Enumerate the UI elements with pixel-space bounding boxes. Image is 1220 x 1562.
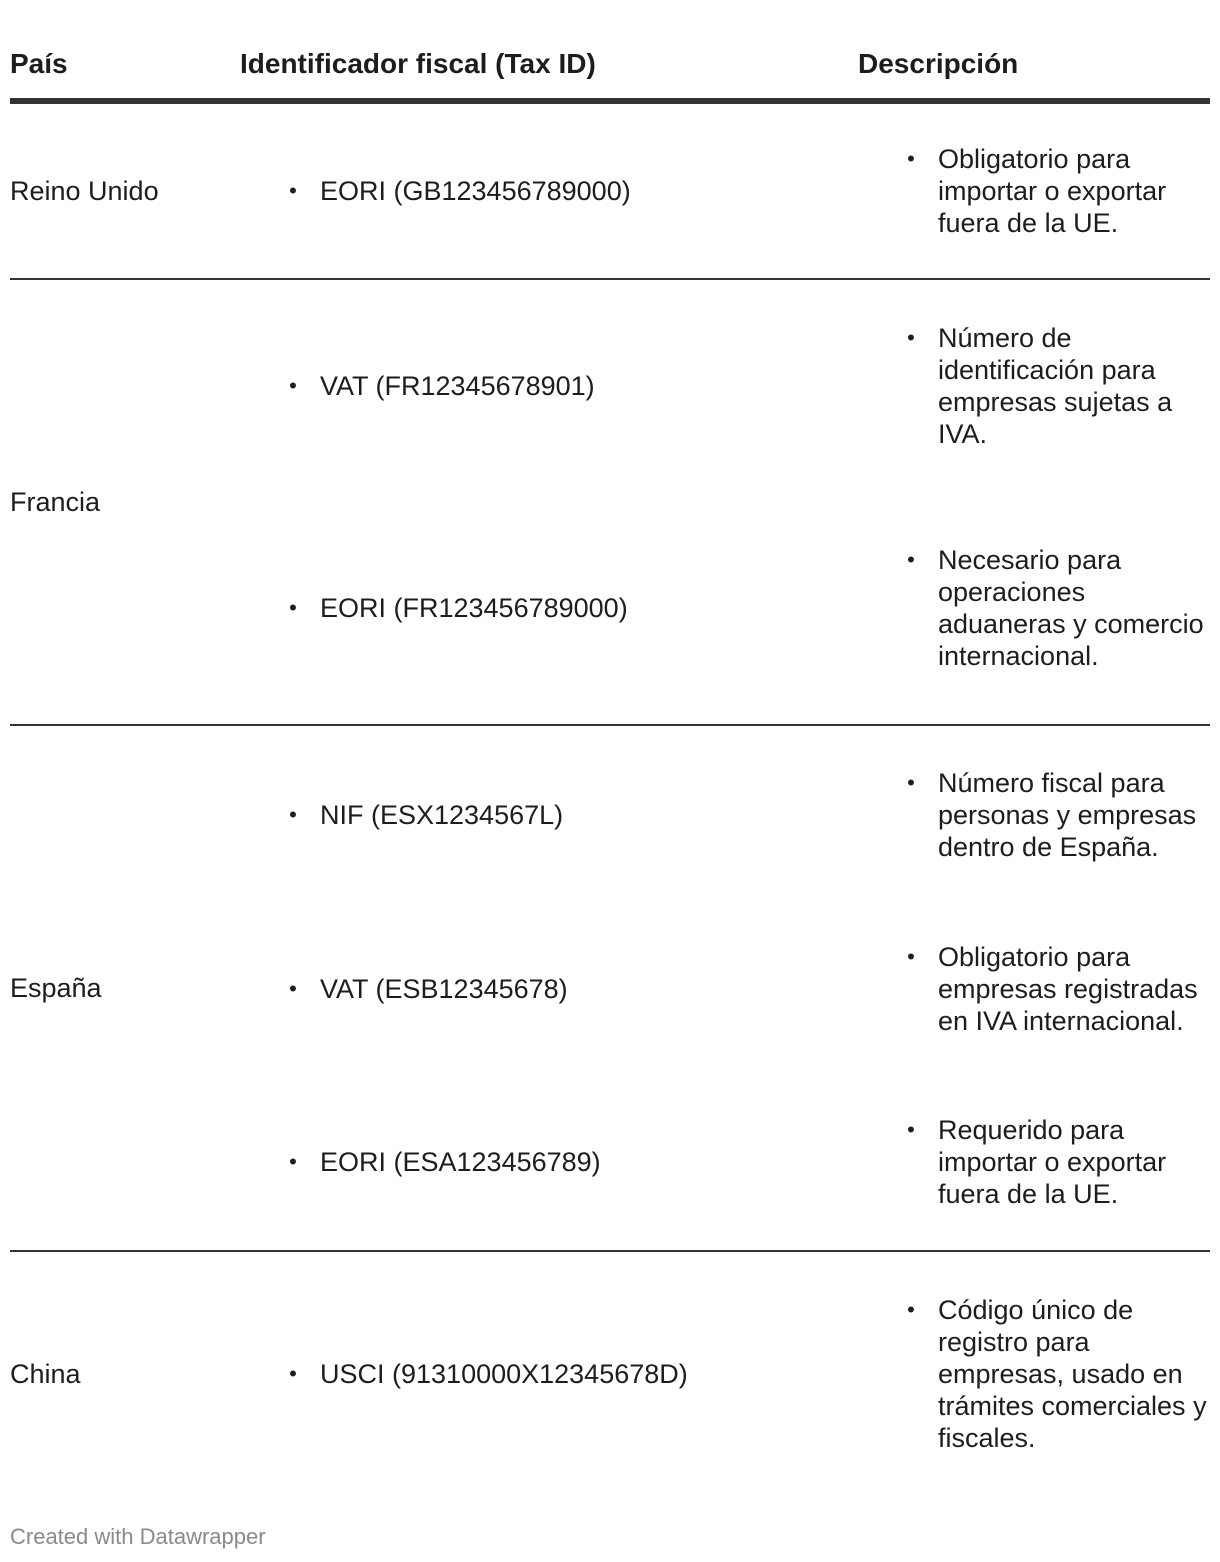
column-header-description: Descripción <box>858 48 1019 79</box>
tax-id-cell <box>290 904 568 1074</box>
bullet-icon: • <box>907 325 915 350</box>
country-name: Reino Unido <box>10 176 159 206</box>
description-text: Obligatorio para empresas registradas en IVA internacional. <box>938 942 1198 1036</box>
bullet-icon: • <box>907 547 915 572</box>
bullet-icon: • <box>289 1361 297 1386</box>
bullet-icon: • <box>289 595 297 620</box>
description-cell <box>908 280 1210 492</box>
bullet-icon: • <box>907 770 915 795</box>
description-text: Código único de registro para empresas, usado en trámites comerciales y fiscales. <box>938 1295 1207 1453</box>
country-group-china <box>10 1252 1210 1496</box>
description-cell <box>908 492 1210 724</box>
tax-id-cell <box>290 1252 688 1496</box>
tax-id-cell <box>290 1074 601 1250</box>
description-cell <box>908 1252 1210 1496</box>
tax-id-value: EORI (FR123456789000) <box>320 593 628 623</box>
description-cell <box>908 904 1210 1074</box>
column-header-country: País <box>10 48 68 79</box>
bullet-icon: • <box>289 1149 297 1174</box>
description-text: Requerido para importar o exportar fuera de la UE. <box>938 1115 1167 1209</box>
bullet-icon: • <box>289 373 297 398</box>
bullet-icon: • <box>907 146 915 171</box>
table-row <box>10 1074 1210 1250</box>
tax-id-value: VAT (FR12345678901) <box>320 371 595 401</box>
tax-id-value: VAT (ESB12345678) <box>320 974 568 1004</box>
table-row <box>10 726 1210 904</box>
table-row <box>10 280 1210 492</box>
table-row <box>10 1252 1210 1496</box>
bullet-icon: • <box>907 944 915 969</box>
bullet-icon: • <box>289 976 297 1001</box>
table-header <box>10 0 1210 104</box>
tax-id-value: NIF (ESX1234567L) <box>320 800 564 830</box>
country-name: China <box>10 1359 81 1389</box>
table-row <box>10 904 1210 1074</box>
description-cell <box>908 726 1210 904</box>
country-group-espana <box>10 726 1210 1252</box>
tax-id-cell <box>290 280 595 492</box>
tax-id-table <box>10 0 1210 1496</box>
country-group-francia <box>10 280 1210 726</box>
description-text: Necesario para operaciones aduaneras y comercio internacional. <box>938 545 1204 671</box>
description-text: Número fiscal para personas y empresas dentro de España. <box>938 768 1197 862</box>
bullet-icon: • <box>907 1117 915 1142</box>
country-name: España <box>10 973 102 1003</box>
description-cell <box>908 1074 1210 1250</box>
tax-id-cell <box>290 726 563 904</box>
datawrapper-credit[interactable]: Created with Datawrapper <box>10 1524 266 1549</box>
table-row <box>10 492 1210 724</box>
tax-id-value: EORI (GB123456789000) <box>320 176 631 206</box>
description-text: Obligatorio para importar o exportar fuera de la UE. <box>938 144 1167 238</box>
bullet-icon: • <box>907 1297 915 1322</box>
tax-id-cell <box>290 104 631 278</box>
column-header-tax-id: Identificador fiscal (Tax ID) <box>240 48 596 79</box>
tax-id-value: EORI (ESA123456789) <box>320 1147 601 1177</box>
country-group-reino-unido <box>10 104 1210 280</box>
table-row <box>10 104 1210 278</box>
tax-id-cell <box>290 492 628 724</box>
tax-id-value: USCI (91310000X12345678D) <box>320 1359 688 1389</box>
country-name: Francia <box>10 487 101 517</box>
description-cell <box>908 104 1210 278</box>
bullet-icon: • <box>289 178 297 203</box>
description-text: Número de identificación para empresas sujetas a IVA. <box>938 323 1173 449</box>
bullet-icon: • <box>289 802 297 827</box>
